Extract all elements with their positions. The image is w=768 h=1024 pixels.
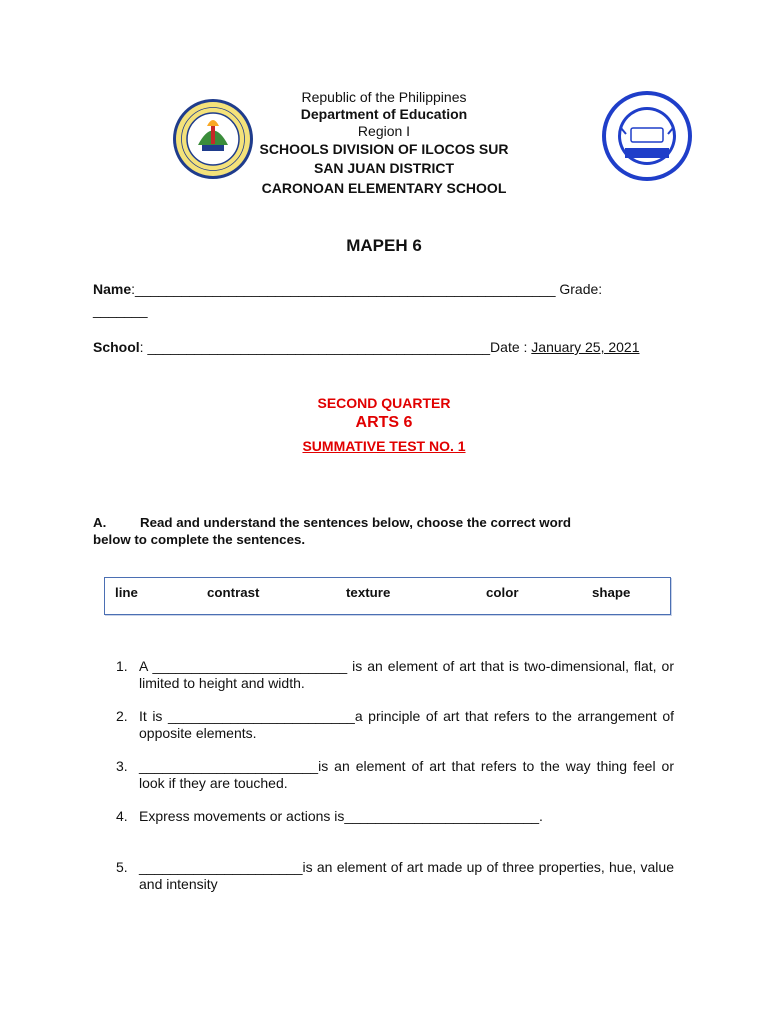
test-title: SUMMATIVE TEST NO. 1 xyxy=(302,438,466,454)
quarter-label: SECOND QUARTER xyxy=(317,395,451,411)
question-number: 5. xyxy=(116,859,128,875)
name-line: :______________________________________________________ Grade: xyxy=(131,281,603,297)
word-bank-item: texture xyxy=(346,585,391,600)
school-line: : ____________________________________________Date : xyxy=(139,339,532,355)
question-text: A _________________________ is an element of art that is two-dimensional, flat, or limited to height and width. xyxy=(139,658,674,691)
school-label: School xyxy=(93,339,140,355)
name-field-row xyxy=(93,280,602,298)
page-title: MAPEH 6 xyxy=(346,236,422,255)
word-bank-item: shape xyxy=(592,585,631,600)
header-school: CARONOAN ELEMENTARY SCHOOL xyxy=(261,180,507,196)
word-bank-item: contrast xyxy=(207,585,260,600)
word-bank-item: line xyxy=(115,585,138,600)
question-text: _______________________is an element of art that refers to the way thing feel or look if they are touched. xyxy=(139,758,674,791)
subject-label: ARTS 6 xyxy=(355,414,413,431)
grade-line: _______ xyxy=(93,302,148,318)
question-text: _____________________is an element of art made up of three properties, hue, value and intensity xyxy=(139,859,674,892)
word-bank-box xyxy=(104,577,671,615)
question-text: Express movements or actions is_________________________. xyxy=(139,808,543,824)
name-label: Name xyxy=(93,281,132,297)
question-number: 1. xyxy=(116,658,128,674)
header-department: Department of Education xyxy=(300,106,468,122)
instruction-line-2: below to complete the sentences. xyxy=(93,532,306,547)
question-number: 3. xyxy=(116,758,128,774)
header-region: Region I xyxy=(357,123,411,139)
date-value: January 25, 2021 xyxy=(531,339,640,355)
instruction-line-1: Read and understand the sentences below, choose the correct word xyxy=(140,515,572,530)
header-division: SCHOOLS DIVISION OF ILOCOS SUR xyxy=(259,141,509,157)
school-field-row xyxy=(93,338,640,356)
question-number: 2. xyxy=(116,708,128,724)
header-republic: Republic of the Philippines xyxy=(301,89,467,105)
header-district: SAN JUAN DISTRICT xyxy=(313,160,454,176)
instruction-letter: A. xyxy=(93,515,107,530)
word-bank-item: color xyxy=(486,585,519,600)
question-text: It is ________________________a principle of art that refers to the arrangement of opposite elements. xyxy=(139,708,674,741)
question-number: 4. xyxy=(116,808,128,824)
